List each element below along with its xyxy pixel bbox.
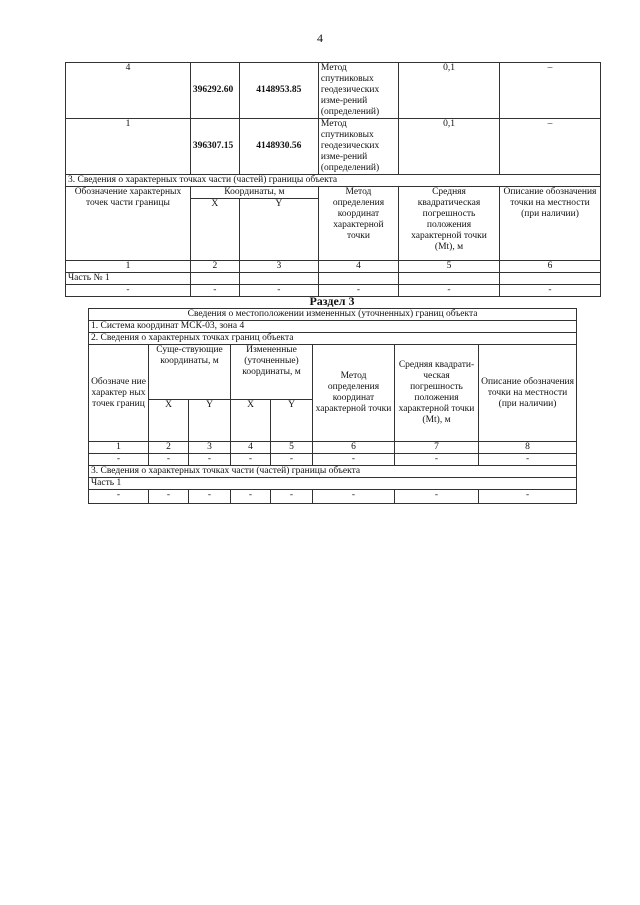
coordinate-system: 1. Система координат МСК-03, зона 4: [89, 321, 577, 333]
section-title: Раздел 3: [309, 294, 355, 308]
cell-y: 4148930.56: [239, 119, 318, 175]
header-x: X: [149, 400, 189, 442]
changed-boundaries-table: [88, 308, 577, 504]
cell-empty: -: [66, 285, 191, 297]
header-method: Метод определения координат характерной точки: [318, 187, 398, 261]
part-section-title: 3. Сведения о характерных точках части (частей) границы объекта: [89, 466, 577, 478]
header-y: Y: [189, 400, 231, 442]
part-label: Часть № 1: [66, 273, 191, 285]
cell-empty: -: [313, 490, 395, 504]
cell-accuracy: 0,1: [399, 119, 500, 175]
cell-method: Метод спутниковых геодезических изме-рений (определений): [318, 63, 398, 119]
header-coordinates: Координаты, м: [190, 187, 318, 199]
cell-x: 396292.60: [190, 63, 239, 119]
part-label: Часть 1: [89, 478, 577, 490]
col-number: 7: [395, 442, 479, 454]
header-designation: Обозначение характерных точек части границы: [66, 187, 191, 261]
cell-empty: -: [89, 454, 149, 466]
header-description: Описание обозначения точки на местности (при наличии): [499, 187, 600, 261]
cell-point: 1: [66, 119, 191, 175]
col-number: 1: [66, 261, 191, 273]
cell-empty: -: [149, 454, 189, 466]
cell-y: 4148953.85: [239, 63, 318, 119]
col-number: 3: [189, 442, 231, 454]
points-table-continued: [65, 62, 601, 297]
cell-empty: -: [189, 454, 231, 466]
col-number: 3: [239, 261, 318, 273]
cell-empty: -: [399, 285, 500, 297]
cell-empty: -: [479, 490, 577, 504]
cell-empty: -: [231, 454, 271, 466]
header-accuracy: Средняя квадрати-ческая погрешность положения характерной точки (Mt), м: [395, 345, 479, 442]
cell-empty: -: [149, 490, 189, 504]
col-number: 2: [149, 442, 189, 454]
cell-description: –: [499, 63, 600, 119]
col-number: 5: [271, 442, 313, 454]
table-row: [66, 63, 601, 119]
cell-empty: -: [318, 285, 398, 297]
header-existing-coordinates: Суще-ствующие координаты, м: [149, 345, 231, 400]
col-number: 2: [190, 261, 239, 273]
cell-x: 396307.15: [190, 119, 239, 175]
header-x: X: [231, 400, 271, 442]
cell-empty: -: [499, 285, 600, 297]
header-designation: Обозначе ние характер ных точек границ: [89, 345, 149, 442]
col-number: 6: [499, 261, 600, 273]
header-accuracy: Средняя квадратическая погрешность положения характерной точки (Mt), м: [399, 187, 500, 261]
page-number: 4: [317, 31, 323, 45]
cell-empty: -: [479, 454, 577, 466]
header-y: Y: [271, 400, 313, 442]
header-y: Y: [239, 199, 318, 261]
cell-accuracy: 0,1: [399, 63, 500, 119]
header-description: Описание обозначения точки на местности (при наличии): [479, 345, 577, 442]
column-number-row: [89, 442, 577, 454]
cell-description: –: [499, 119, 600, 175]
section-subtitle: Сведения о местоположении измененных (уточненных) границ объекта: [89, 309, 577, 321]
cell-empty: -: [89, 490, 149, 504]
cell-empty: -: [271, 454, 313, 466]
col-number: 4: [318, 261, 398, 273]
col-number: 6: [313, 442, 395, 454]
column-number-row: [66, 261, 601, 273]
cell-empty: -: [190, 285, 239, 297]
table-row: [89, 454, 577, 466]
cell-empty: -: [395, 490, 479, 504]
col-number: 4: [231, 442, 271, 454]
cell-method: Метод спутниковых геодезических изме-рений (определений): [318, 119, 398, 175]
header-x: X: [190, 199, 239, 261]
table-row: [66, 119, 601, 175]
header-changed-coordinates: Измененные (уточненные) координаты, м: [231, 345, 313, 400]
cell-empty: -: [239, 285, 318, 297]
cell-point: 4: [66, 63, 191, 119]
cell-empty: -: [189, 490, 231, 504]
cell-empty: -: [395, 454, 479, 466]
header-method: Метод определения координат характерной точки: [313, 345, 395, 442]
part-section-title: 3. Сведения о характерных точках части (частей) границы объекта: [66, 175, 601, 187]
col-number: 5: [399, 261, 500, 273]
col-number: 1: [89, 442, 149, 454]
cell-empty: -: [313, 454, 395, 466]
boundary-points-title: 2. Сведения о характерных точках границ объекта: [89, 333, 577, 345]
cell-empty: -: [271, 490, 313, 504]
col-number: 8: [479, 442, 577, 454]
cell-empty: -: [231, 490, 271, 504]
table-row: [89, 490, 577, 504]
